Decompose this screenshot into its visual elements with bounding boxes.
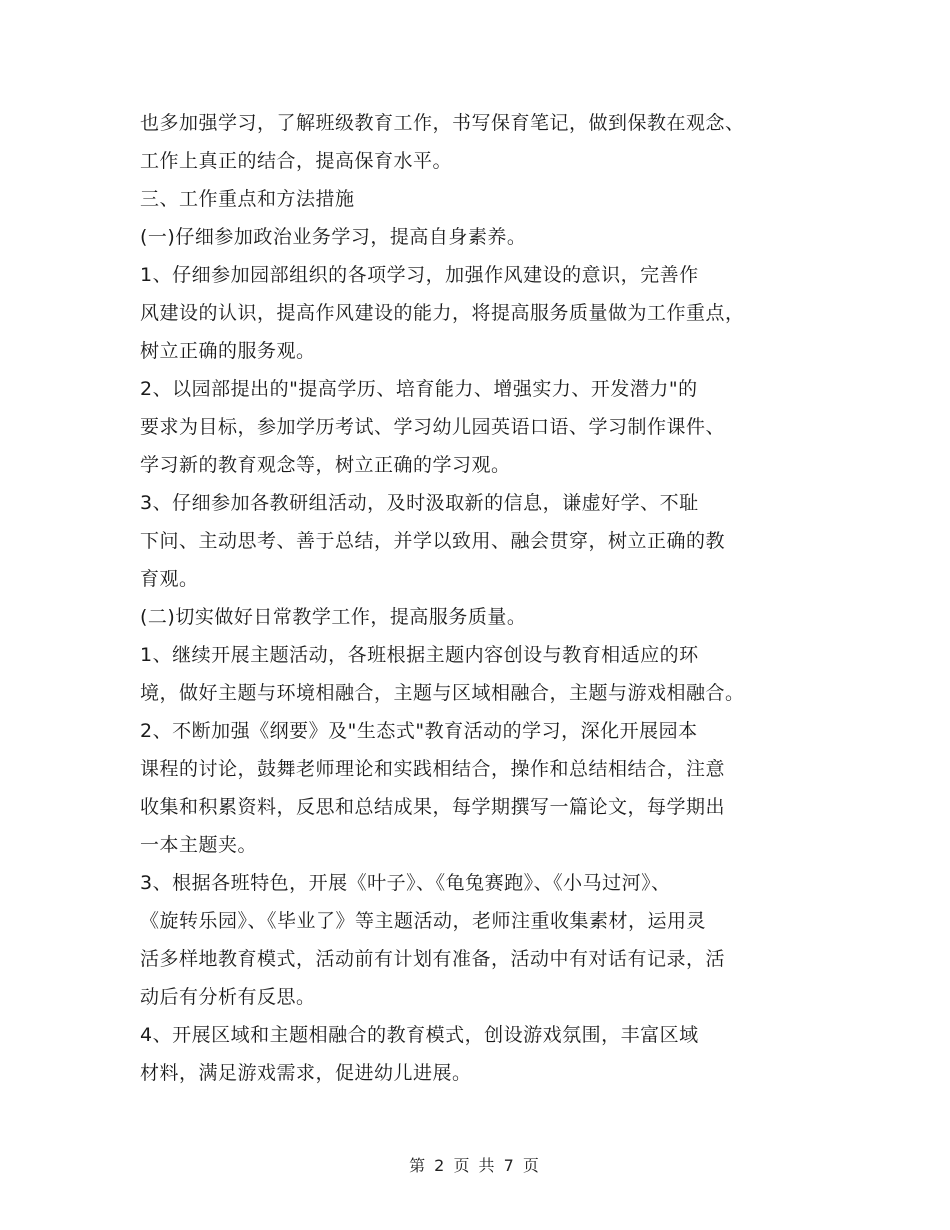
- paragraph-item-2-2: 2、不断加强《纲要》及"生态式"教育活动的学习，深化开展园本 课程的讨论，鼓舞老师理论和实践相结合，操作和总结相结合，注意 收集和积累资料，反思和总结成果，每学期撰写一篇论文，每学期出 一本主题夹。: [140, 720, 726, 856]
- paragraph-item-2-1: 1、继续开展主题活动，各班根据主题内容创设与教育相适应的环 境，做好主题与环境相融合，主题与区域相融合，主题与游戏相融合。: [140, 644, 745, 704]
- section-heading-3: 三、工作重点和方法措施: [140, 188, 355, 210]
- paragraph-item-1-3: 3、仔细参加各教研组活动，及时汲取新的信息，谦虚好学、不耻 下问、主动思考、善于总结，并学以致用、融会贯穿，树立正确的教 育观。: [140, 492, 726, 590]
- paragraph-item-1-1: 1、仔细参加园部组织的各项学习，加强作风建设的意识，完善作 风建设的认识，提高作风建设的能力，将提高服务质量做为工作重点， 树立正确的服务观。: [140, 264, 745, 362]
- paragraph-item-2-4: 4、开展区域和主题相融合的教育模式，创设游戏氛围，丰富区域 材料，满足游戏需求，促进幼儿进展。: [140, 1024, 699, 1084]
- paragraph-item-1-2: 2、以园部提出的"提高学历、培育能力、增强实力、开发潜力"的 要求为目标，参加学历考试、学习幼儿园英语口语、学习制作课件、 学习新的教育观念等，树立正确的学习观。: [140, 378, 726, 476]
- subsection-heading-1: (一)仔细参加政治业务学习，提高自身素养。: [140, 226, 527, 248]
- paragraph-item-2-3: 3、根据各班特色，开展《叶子》、《龟兔赛跑》、《小马过河》、 《旋转乐园》、《毕业了》等主题活动，老师注重收集素材，运用灵 活多样地教育模式，活动前有计划有准备，活动中有对话有记录，活 动后有分析有反思。: [140, 872, 726, 1008]
- document-body: [140, 104, 820, 1092]
- paragraph-continuation: 也多加强学习，了解班级教育工作，书写保育笔记，做到保教在观念、 工作上真正的结合，提高保育水平。: [140, 112, 745, 172]
- subsection-heading-2: (二)切实做好日常教学工作，提高服务质量。: [140, 606, 527, 628]
- page-number-footer: 第 2 页 共 7 页: [409, 1156, 541, 1175]
